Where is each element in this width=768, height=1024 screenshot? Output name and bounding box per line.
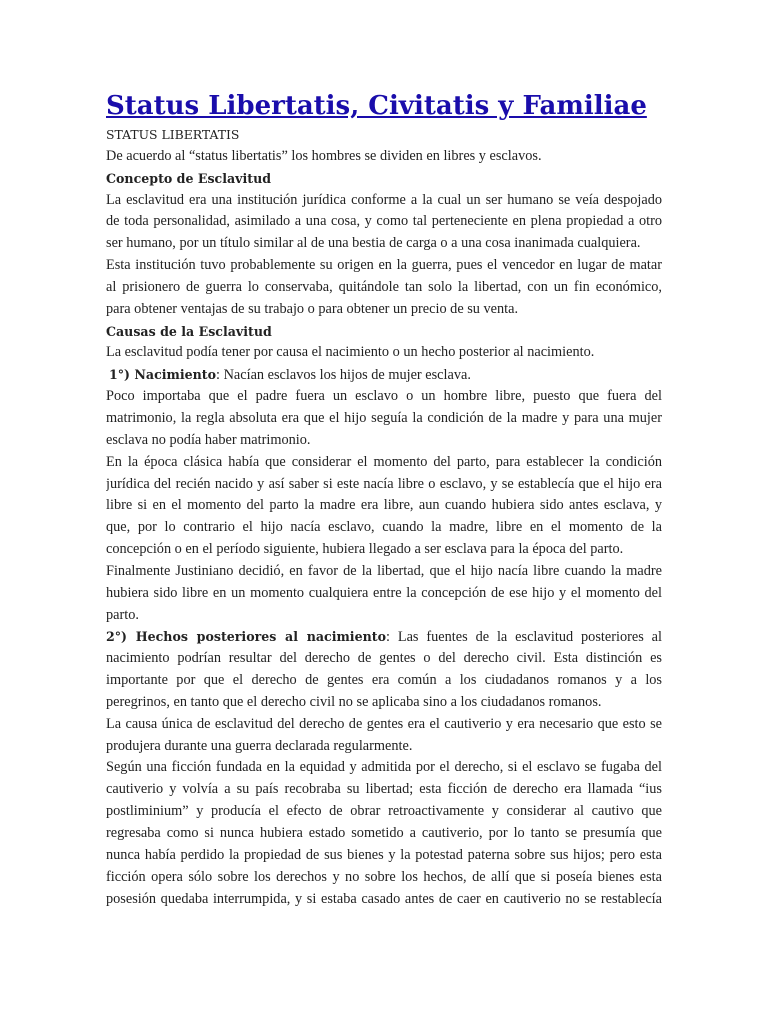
concept-line: Esta institución tuvo probablemente su origen en la guerra, pues el vencedor en lugar de matar	[106, 257, 662, 274]
concept-heading: Concepto de Esclavitud	[106, 170, 272, 186]
birth-text: : Nacían esclavos los hijos de mujer esclava.	[216, 367, 471, 384]
birth-line: Poco importaba que el padre fuera un esclavo o un hombre libre, puesto que fuera del	[106, 388, 662, 405]
concept-line: de toda personalidad, asimilado a una cosa, y como tal perteneciente en plena propiedad a otro	[106, 213, 662, 230]
after-line: nunca había perdido la propiedad de sus bienes y la potestad paterna sobre sus hijos; pero esta	[106, 846, 662, 863]
birth-item	[106, 364, 662, 386]
birth-line: Finalmente Justiniano decidió, en favor de la libertad, que el hijo nacía libre cuando la madre	[106, 562, 662, 579]
document-title[interactable]: Status Libertatis, Civitatis y Familiae	[106, 91, 647, 121]
birth-line: que, por lo contrario el hijo nacía esclavo, cuando la madre, libre en el momento de la	[106, 519, 662, 536]
intro-paragraph: De acuerdo al “status libertatis” los hombres se dividen en libres y esclavos.	[106, 147, 542, 164]
concept-line: ser humano, por un título similar al de una bestia de carga o a una cosa inanimada cualquiera.	[106, 235, 641, 252]
birth-line: hubiera sido libre en un momento cualquiera entre la concepción de ese hijo y el momento del	[106, 584, 662, 601]
after-line: posesión quedaba interrumpida, y si estaba casado antes de caer en cautiverio no se restablecía	[106, 890, 662, 907]
birth-line: matrimonio, la regla absoluta era que el hijo seguía la condición de la madre y para una mujer	[106, 409, 662, 426]
after-line: La causa única de esclavitud del derecho de gentes era el cautiverio y era necesario que esto se	[106, 715, 662, 732]
after-line: postliminium” y producía el efecto de obrar retroactivamente y considerar al cautivo que	[106, 803, 662, 820]
concept-line: La esclavitud era una institución jurídica conforme a la cual un ser humano se veía despojado	[106, 191, 662, 208]
after-line: regresaba como si nunca hubiera estado sometido a cautiverio, por lo tanto se presumía que	[106, 825, 662, 841]
after-birth-label: 2°) Hechos posteriores al nacimiento	[106, 629, 386, 645]
concept-line: para obtener ventajas de su trabajo o para obtener un precio de su venta.	[106, 300, 519, 317]
birth-line: jurídica del recién nacido y así saber si este nacía libre o esclavo, y se establecía que el hijo era	[106, 475, 662, 492]
section-heading-status-libertatis: STATUS LIBERTATIS	[106, 127, 240, 142]
birth-line: concepción o en el período siguiente, hubiera llegado a ser esclava para la época del parto.	[106, 541, 624, 558]
after-line: peregrinos, en tanto que el derecho civil no se aplicaba sino a los ciudadanos romanos.	[106, 693, 602, 710]
birth-line: En la época clásica había que considerar el momento del parto, para establecer la condición	[106, 453, 662, 470]
after-line: nacimiento podrían resultar del derecho de gentes o del derecho civil. Esta distinción es	[106, 650, 662, 667]
after-line: ficción opera sólo sobre los derechos y no sobre los hechos, de allí que si poseía bienes esta	[106, 868, 662, 885]
after-line: Según una ficción fundada en la equidad y admitida por el derecho, si el esclavo se fugaba del	[106, 759, 662, 776]
birth-line: esclava no podía haber matrimonio.	[106, 431, 311, 448]
document-page	[106, 86, 662, 910]
causes-heading: Causas de la Esclavitud	[106, 323, 272, 339]
concept-line: al prisionero de guerra lo conservaba, quitándole tan solo la libertad, con un fin económico,	[106, 278, 662, 295]
birth-label: 1°) Nacimiento	[109, 367, 217, 383]
birth-line: parto.	[106, 606, 139, 623]
after-birth-text: : Las fuentes de la esclavitud posteriores al	[385, 629, 662, 646]
causes-intro: La esclavitud podía tener por causa el nacimiento o un hecho posterior al nacimiento.	[106, 344, 595, 361]
after-line: cautiverio y volvía a su país recobraba su libertad; esta ficción de derecho era llamada “ius	[106, 781, 662, 798]
after-birth-item	[106, 626, 662, 648]
after-line: importante por que el derecho de gentes era común a los ciudadanos romanos y a los	[106, 672, 662, 689]
birth-line: libre si en el momento del parto la madre era libre, aun cuando hubiera sido antes esclava, y	[106, 497, 662, 514]
after-line: produjera durante una guerra declarada regularmente.	[106, 737, 413, 754]
